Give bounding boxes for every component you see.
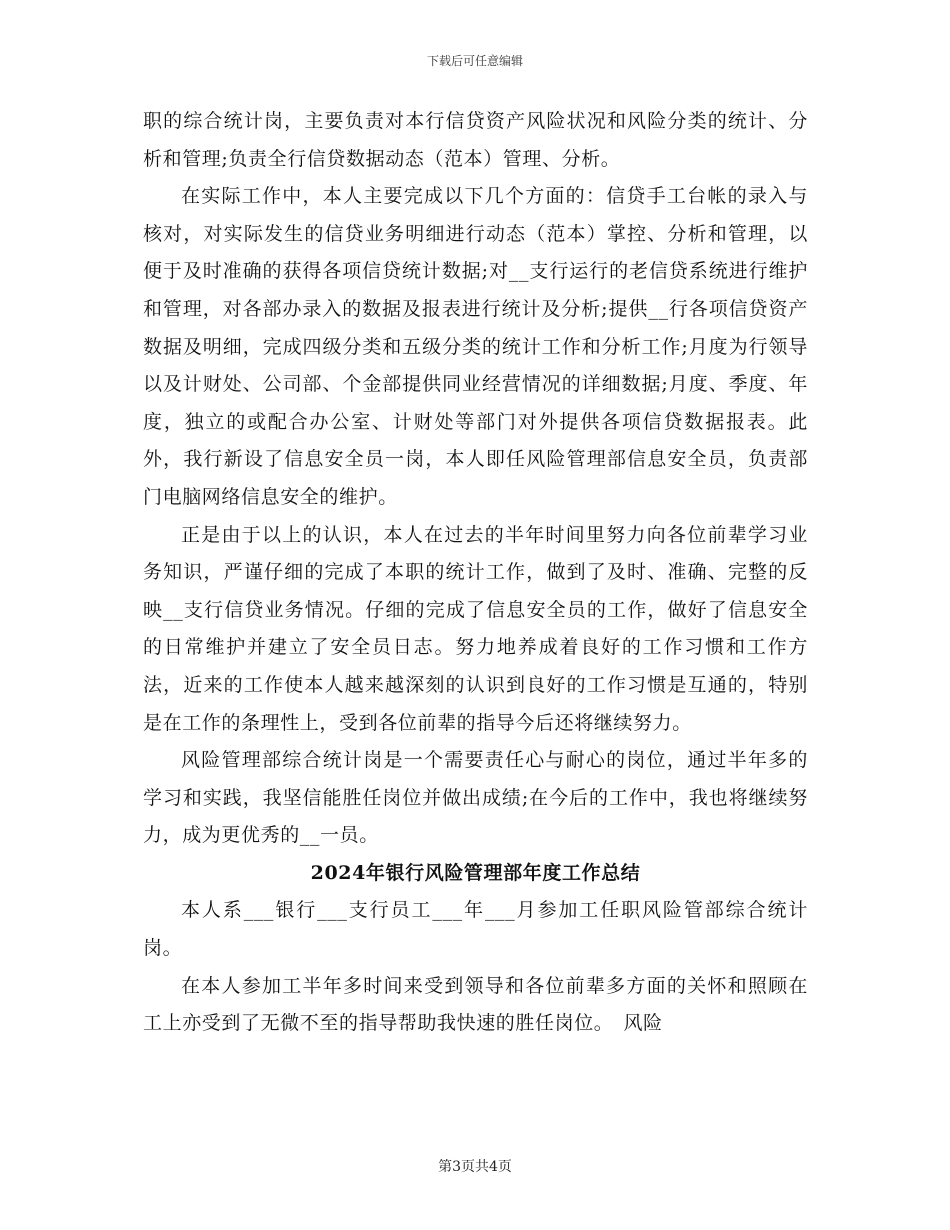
- paragraph: 职的综合统计岗，主要负责对本行信贷资产风险状况和风险分类的统计、分析和管理;负责全行信贷数据动态（范本）管理、分析。: [143, 110, 808, 170]
- section-title: 2024年银行风险管理部年度工作总结: [310, 861, 641, 884]
- document-body: [143, 103, 808, 1043]
- paragraph: 在实际工作中，本人主要完成以下几个方面的：信贷手工台帐的录入与核对，对实际发生的信贷业务明细进行动态（范本）掌控、分析和管理，以便于及时准确的获得各项信贷统计数据;对__支行运行的老信贷系统进行维护和管理，对各部办录入的数据及报表进行统计及分析;提供__行各项信贷资产数据及明细，完成四级分类和五级分类的统计工作和分析工作;月度为行领导以及计财处、公司部、个金部提供同业经营情况的详细数据;月度、季度、年度，独立的或配合办公室、计财处等部门对外提供各项信贷数据报表。此外，我行新设了信息安全员一岗，本人即任风险管理部信息安全员，负责部门电脑网络信息安全的维护。: [143, 185, 808, 508]
- paragraph: 风险管理部综合统计岗是一个需要责任心与耐心的岗位，通过半年多的学习和实践，我坚信能胜任岗位并做出成绩;在今后的工作中，我也将继续努力，成为更优秀的__一员。: [143, 749, 808, 847]
- paragraph: 正是由于以上的认识，本人在过去的半年时间里努力向各位前辈学习业务知识，严谨仔细的完成了本职的统计工作，做到了及时、准确、完整的反映__支行信贷业务情况。仔细的完成了信息安全员的工作，做好了信息安全的日常维护并建立了安全员日志。努力地养成着良好的工作习惯和工作方法，近来的工作使本人越来越深刻的认识到良好的工作习惯是互通的，特别是在工作的条理性上，受到各位前辈的指导今后还将继续努力。: [143, 523, 808, 734]
- paragraph: 在本人参加工半年多时间来受到领导和各位前辈多方面的关怀和照顾在工上亦受到了无微不至的指导帮助我快速的胜任岗位。 风险: [143, 974, 808, 1035]
- page-footer: 第3页共4页: [438, 1159, 512, 1175]
- paragraph: 本人系___银行___支行员工___年___月参加工任职风险管部综合统计岗。: [143, 899, 808, 960]
- page-header: 下载后可任意编辑: [426, 54, 523, 68]
